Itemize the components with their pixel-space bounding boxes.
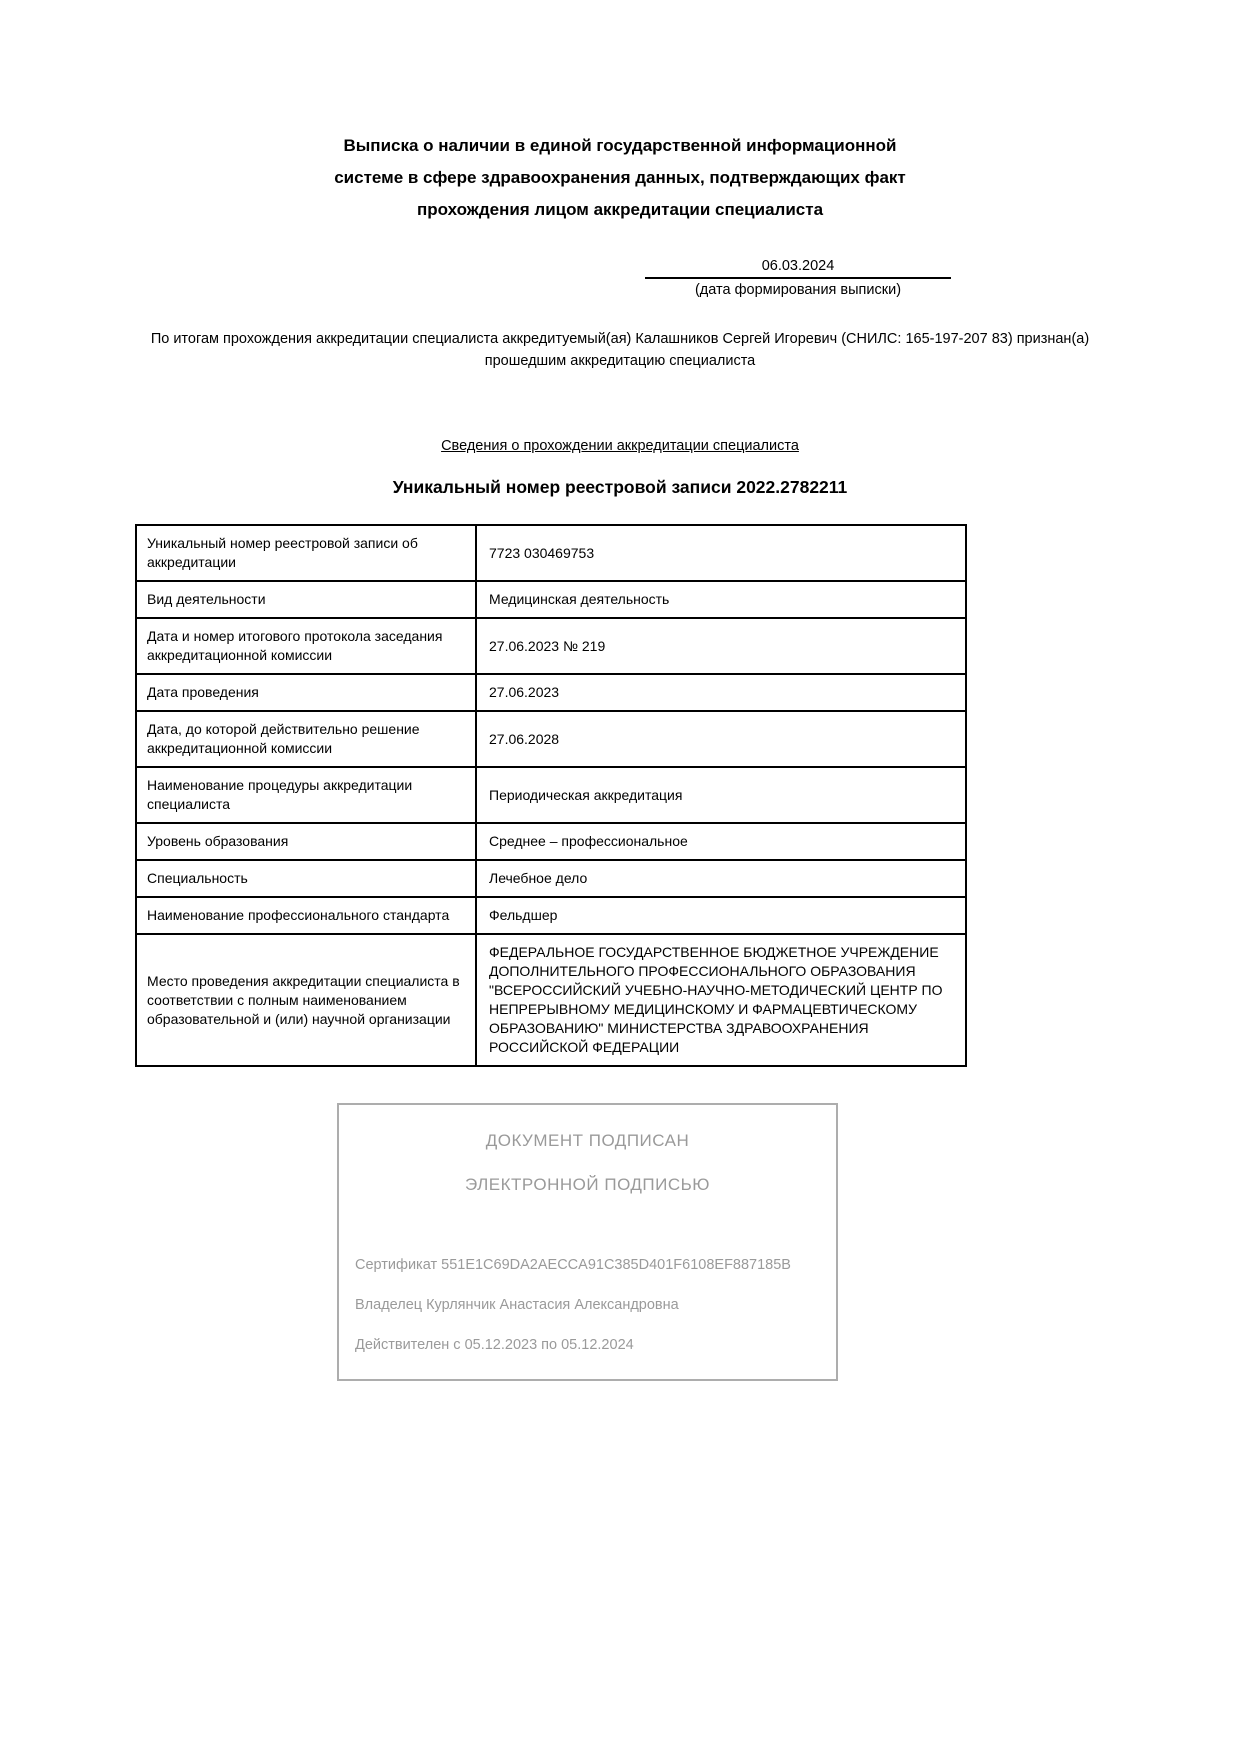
row-label: Наименование профессионального стандарта: [136, 897, 476, 934]
table-row: [136, 823, 966, 860]
row-value: 27.06.2023 № 219: [476, 618, 966, 674]
row-value: 27.06.2028: [476, 711, 966, 767]
signature-owner: Владелец Курлянчик Анастасия Александровна: [355, 1297, 679, 1313]
row-label: Дата и номер итогового протокола заседания аккредитационной комиссии: [136, 618, 476, 674]
signature-stamp: [337, 1103, 838, 1381]
accreditation-table: [135, 524, 967, 1067]
table-row: [136, 525, 966, 581]
formation-date-block: [645, 258, 951, 298]
accreditation-table-body: [136, 525, 966, 1066]
table-row: [136, 934, 966, 1066]
signature-certificate: Сертификат 551E1C69DA2AECCA91C385D401F6108EF887185B: [355, 1257, 791, 1273]
row-value: Лечебное дело: [476, 860, 966, 897]
row-value: ФЕДЕРАЛЬНОЕ ГОСУДАРСТВЕННОЕ БЮДЖЕТНОЕ УЧРЕЖДЕНИЕ ДОПОЛНИТЕЛЬНОГО ПРОФЕССИОНАЛЬНОГО ОБРАЗОВАНИЯ "ВСЕРОССИЙСКИЙ УЧЕБНО-НАУЧНО-МЕТОДИЧЕСКИЙ ЦЕНТР ПО НЕПРЕРЫВНОМУ МЕДИЦИНСКОМУ И ФАРМАЦЕВТИЧЕСКОМУ ОБРАЗОВАНИЮ" МИНИСТЕРСТВА ЗДРАВООХРАНЕНИЯ РОССИЙСКОЙ ФЕДЕРАЦИИ: [476, 934, 966, 1066]
formation-date-caption: (дата формирования выписки): [694, 282, 902, 298]
table-row: [136, 674, 966, 711]
table-row: [136, 860, 966, 897]
row-label: Место проведения аккредитации специалиста в соответствии с полным наименованием образовательной и (или) научной организации: [136, 934, 476, 1066]
intro-paragraph: По итогам прохождения аккредитации специалиста аккредитуемый(ая) Калашников Сергей Игоревич (СНИЛС: 165-197-207 83) признан(а) прошедшим аккредитацию специалиста: [150, 331, 1090, 369]
document-title: Выписка о наличии в единой государственной информационной системе в сфере здравоохранения данных, подтверждающих факт прохождения лицом аккредитации специалиста: [334, 136, 906, 219]
row-value: Среднее – профессиональное: [476, 823, 966, 860]
row-label: Дата проведения: [136, 674, 476, 711]
row-value: 27.06.2023: [476, 674, 966, 711]
title-section: [0, 0, 1240, 226]
signature-validity: Действителен с 05.12.2023 по 05.12.2024: [355, 1337, 634, 1353]
row-label: Наименование процедуры аккредитации специалиста: [136, 767, 476, 823]
signature-title-line1: ДОКУМЕНТ ПОДПИСАН: [485, 1131, 690, 1150]
row-label: Специальность: [136, 860, 476, 897]
formation-date: 06.03.2024: [645, 258, 951, 279]
table-row: [136, 581, 966, 618]
row-label: Уровень образования: [136, 823, 476, 860]
row-label: Уникальный номер реестровой записи об аккредитации: [136, 525, 476, 581]
row-label: Вид деятельности: [136, 581, 476, 618]
signature-title-line2: ЭЛЕКТРОННОЙ ПОДПИСЬЮ: [465, 1175, 710, 1194]
row-value: 7723 030469753: [476, 525, 966, 581]
row-value: Фельдшер: [476, 897, 966, 934]
table-row: [136, 767, 966, 823]
section-heading: Сведения о прохождении аккредитации специалиста: [441, 438, 799, 454]
table-row: [136, 711, 966, 767]
table-row: [136, 897, 966, 934]
registry-record-heading: Уникальный номер реестровой записи 2022.2782211: [392, 477, 848, 497]
row-value: Медицинская деятельность: [476, 581, 966, 618]
table-row: [136, 618, 966, 674]
row-label: Дата, до которой действительно решение аккредитационной комиссии: [136, 711, 476, 767]
row-value: Периодическая аккредитация: [476, 767, 966, 823]
